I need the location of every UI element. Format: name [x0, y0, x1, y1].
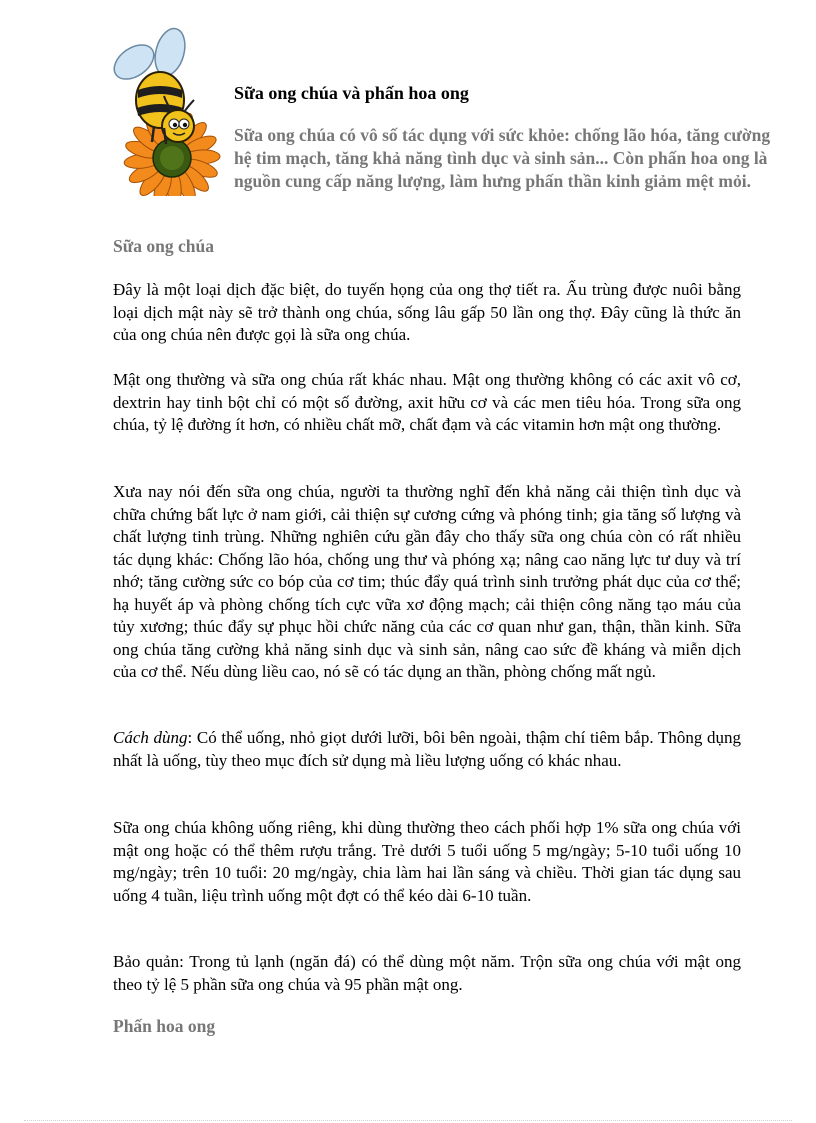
- article-title: Sữa ong chúa và phấn hoa ong: [234, 83, 469, 103]
- page-bottom-divider: [24, 1120, 792, 1121]
- usage-label: Cách dùng: [113, 728, 188, 747]
- paragraph-dosage: Sữa ong chúa không uống riêng, khi dùng thường theo cách phối hợp 1% sữa ong chúa với mật ong hoặc có thể thêm rượu trắng. Trẻ dưới 5 tuổi uống 5 mg/ngày; 5-10 tuổi uống 10 mg/ngày; trên 10 tuổi: 20 mg/ngày, chia làm hai lần sáng và chiều. Thời gian tác dụng sau uống 4 tuần, liệu trình uống một đợt có thể kéo dài 6-10 tuần.: [113, 818, 741, 905]
- bee-on-flower-illustration: [104, 26, 234, 196]
- paragraph-usage: [113, 727, 741, 772]
- section-heading-pollen: Phấn hoa ong: [113, 1016, 216, 1036]
- paragraph-definition: Đây là một loại dịch đặc biệt, do tuyến họng của ong thợ tiết ra. Ấu trùng được nuôi bằng loại dịch mật này sẽ trở thành ong chúa, sống lâu gấp 50 lần ong thợ. Đây cũng là thức ăn của ong chúa nên được gọi là sữa ong chúa.: [113, 280, 741, 344]
- paragraph-storage: Bảo quản: Trong tủ lạnh (ngăn đá) có thể dùng một năm. Trộn sữa ong chúa với mật ong theo tỷ lệ 5 phần sữa ong chúa và 95 phần mật ong.: [113, 952, 741, 994]
- section-heading-royal-jelly: Sữa ong chúa: [113, 236, 214, 256]
- article-summary: Sữa ong chúa có vô số tác dụng với sức khỏe: chống lão hóa, tăng cường hệ tim mạch, tăng khả năng tình dục và sinh sản... Còn phấn hoa ong là nguồn cung cấp năng lượng, làm hưng phấn thần kinh giảm mệt mỏi.: [234, 125, 771, 191]
- paragraph-comparison: Mật ong thường và sữa ong chúa rất khác nhau. Mật ong thường không có các axit vô cơ, dextrin hay tinh bột chỉ có một số đường, axit hữu cơ và các men tiêu hóa. Trong sữa ong chúa, tỷ lệ đường ít hơn, có nhiều chất mỡ, chất đạm và các vitamin hơn mật ong thường.: [113, 370, 741, 434]
- paragraph-benefits: Xưa nay nói đến sữa ong chúa, người ta thường nghĩ đến khả năng cải thiện tình dục và chữa chứng bất lực ở nam giới, cải thiện sự cương cứng và phóng tinh; gia tăng số lượng và chất lượng tinh trùng. Những nghiên cứu gần đây cho thấy sữa ong chúa còn có rất nhiều tác dụng khác: Chống lão hóa, chống ung thư và phóng xạ; nâng cao năng lực tư duy và trí nhớ; tăng cường sức co bóp của cơ tim; thúc đẩy quá trình sinh trưởng phát dục của cơ thể; hạ huyết áp và phòng chống tích cực vữa xơ động mạch; cải thiện công năng tạo máu của tủy xương; thúc đẩy sự phục hồi chức năng của các cơ quan như gan, thận, thần kinh. Sữa ong chúa tăng cường khả năng sinh dục và sinh sản, nâng cao sức đề kháng và miễn dịch của cơ thể. Nếu dùng liều cao, nó sẽ có tác dụng an thần, phòng chống mất ngủ.: [113, 482, 741, 681]
- usage-text: : Có thể uống, nhỏ giọt dưới lưỡi, bôi bên ngoài, thậm chí tiêm bắp. Thông dụng nhất là uống, tùy theo mục đích sử dụng mà liều lượng uống có khác nhau.: [113, 728, 741, 770]
